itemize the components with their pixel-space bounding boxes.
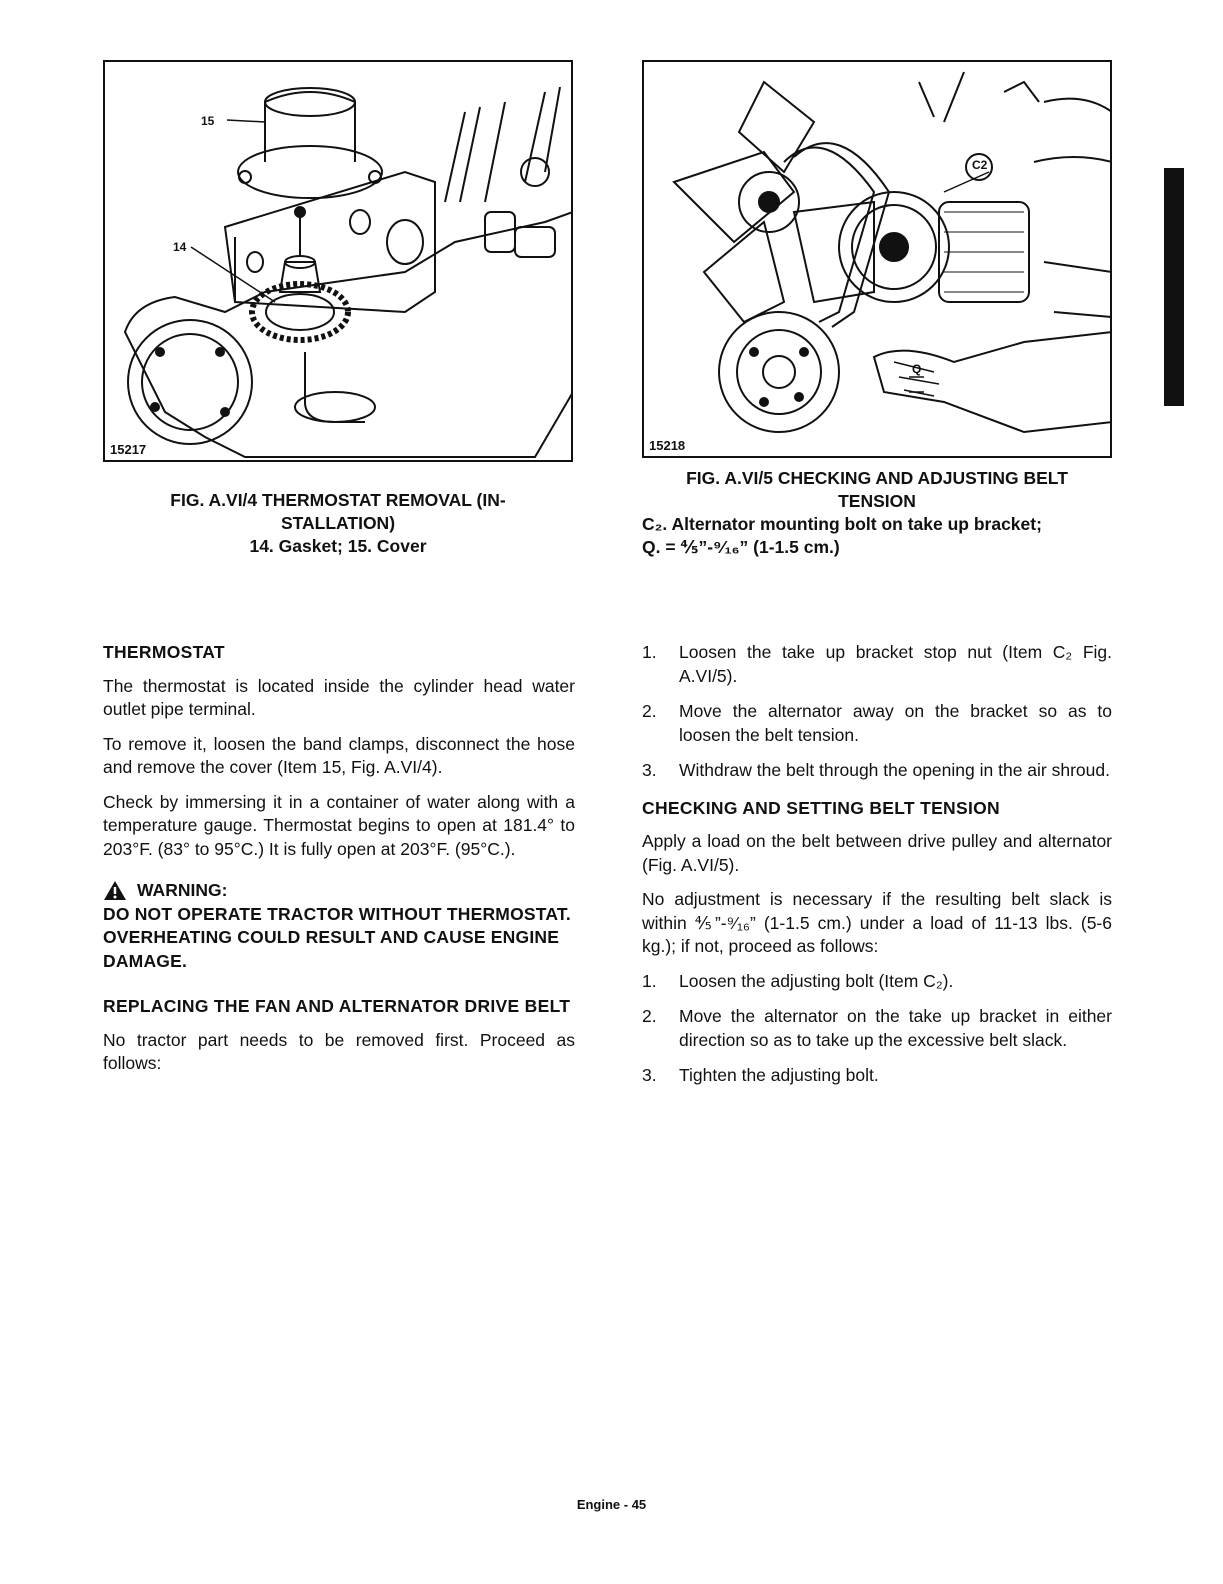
paragraph: No adjustment is necessary if the resulting belt slack is within ⅘”-⁹⁄₁₆” (1-1.5 cm.) under a load of 11-13 lbs. (5-6 kg.); if not, proceed as follows:: [642, 889, 1112, 956]
step-number: 1.: [642, 642, 657, 662]
caption-line: Q. = ⅘”-⁹⁄₁₆” (1-1.5 cm.): [642, 537, 840, 557]
step-number: 2.: [642, 701, 657, 721]
step-number: 1.: [642, 970, 657, 991]
left-column: [103, 641, 575, 1087]
step-text: Tighten the adjusting bolt.: [679, 1065, 879, 1085]
list-item: [642, 1005, 1112, 1052]
right-column: [642, 641, 1112, 1102]
section-edge-marker: [1164, 168, 1184, 406]
caption-line: TENSION: [838, 491, 916, 511]
figure-number: 15217: [109, 442, 149, 457]
page-footer: Engine - 45: [576, 1497, 647, 1512]
warning-icon: [103, 880, 127, 901]
callout-c2: C2: [972, 158, 988, 172]
warning-label: WARNING:: [137, 880, 228, 900]
step-number: 2.: [642, 1006, 657, 1026]
list-item: [642, 759, 1112, 783]
caption-line: STALLATION): [280, 513, 396, 533]
paragraph: No tractor part needs to be removed first. Proceed as follows:: [103, 1029, 575, 1073]
section-heading-thermostat: THERMOSTAT: [103, 642, 225, 662]
list-item: [642, 1064, 1112, 1088]
step-text: Move the alternator on the take up bracket in either direction so as to take up the excessive belt slack.: [679, 1006, 1112, 1050]
figure-caption-belt: [642, 467, 1112, 559]
step-text: Withdraw the belt through the opening in the air shroud.: [679, 760, 1110, 780]
warning-title: [103, 879, 575, 903]
adjustment-steps: [642, 970, 1112, 1088]
removal-steps: [642, 641, 1112, 783]
step-number: 3.: [642, 760, 657, 780]
callout-q: Q: [912, 362, 922, 376]
list-item: [642, 700, 1112, 747]
caption-line: C₂. Alternator mounting bolt on take up bracket;: [642, 514, 1042, 534]
paragraph: Check by immersing it in a container of water along with a temperature gauge. Thermostat begins to open at 181.4° to 203°F. (83° to 95°C.) It is fully open at 203°F. (95°C.).: [103, 791, 575, 859]
callout-14: 14: [173, 240, 187, 254]
figure-belt-tension: [642, 60, 1112, 458]
figure-caption-thermostat: [103, 489, 573, 558]
figure-number: 15218: [648, 438, 688, 453]
figure-thermostat-removal: [103, 60, 573, 462]
section-heading-replacing: REPLACING THE FAN AND ALTERNATOR DRIVE BELT: [103, 996, 571, 1016]
callout-15: 15: [201, 114, 215, 128]
list-item: [642, 970, 1112, 994]
paragraph: Apply a load on the belt between drive pulley and alternator (Fig. A.VI/5).: [642, 831, 1112, 875]
warning-body: DO NOT OPERATE TRACTOR WITHOUT THERMOSTAT. OVERHEATING COULD RESULT AND CAUSE ENGINE DAMAGE.: [103, 903, 571, 971]
step-text: Loosen the take up bracket stop nut (Item C₂ Fig. A.VI/5).: [679, 642, 1112, 686]
step-text: Loosen the adjusting bolt (Item C₂).: [679, 970, 954, 991]
caption-line: 14. Gasket; 15. Cover: [249, 536, 427, 556]
paragraph: The thermostat is located inside the cylinder head water outlet pipe terminal.: [103, 675, 575, 719]
list-item: [642, 641, 1112, 688]
step-number: 3.: [642, 1065, 657, 1085]
belt-tension-drawing: [644, 62, 1112, 458]
section-heading-checking: CHECKING AND SETTING BELT TENSION: [642, 797, 1000, 818]
caption-line: FIG. A.VI/4 THERMOSTAT REMOVAL (IN-: [170, 490, 506, 510]
paragraph: To remove it, loosen the band clamps, disconnect the hose and remove the cover (Item 15, Fig. A.VI/4).: [103, 733, 575, 777]
step-text: Move the alternator away on the bracket so as to loosen the belt tension.: [679, 701, 1112, 745]
thermostat-engine-drawing: [105, 62, 573, 462]
caption-line: FIG. A.VI/5 CHECKING AND ADJUSTING BELT: [686, 468, 1068, 488]
